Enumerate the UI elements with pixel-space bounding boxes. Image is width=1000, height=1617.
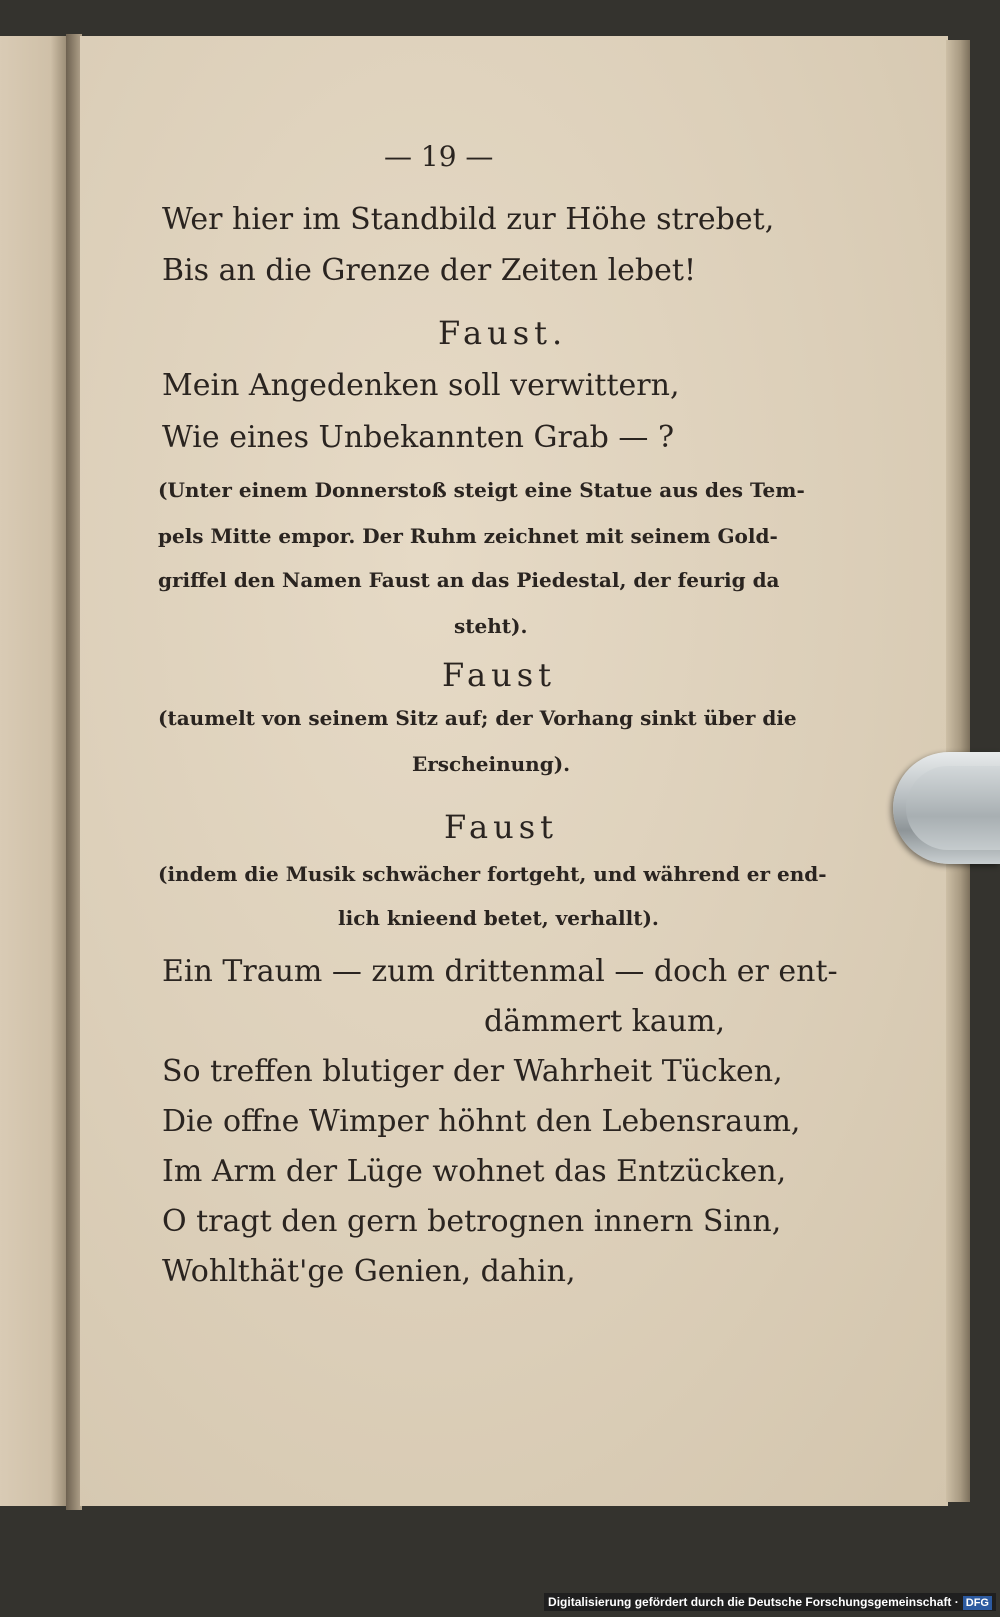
speaker-heading: Faust xyxy=(442,656,556,694)
credit-text: Digitalisierung gefördert durch die Deutsche Forschungsgemeinschaft · xyxy=(548,1595,959,1609)
verse-line: Ein Traum — zum drittenmal — doch er ent- xyxy=(162,954,838,989)
verse-line: Mein Angedenken soll verwittern, xyxy=(162,368,680,403)
speaker-heading: Faust xyxy=(444,808,558,846)
verse-line: Wohlthät'ge Genien, dahin, xyxy=(162,1254,576,1289)
verse-line: Die offne Wimper höhnt den Lebensraum, xyxy=(162,1104,801,1139)
stage-direction-line: (indem die Musik schwächer fortgeht, und während er end- xyxy=(158,862,827,886)
stage-direction-line: (taumelt von seinem Sitz auf; der Vorhang sinkt über die xyxy=(158,706,797,730)
verse-line: Im Arm der Lüge wohnet das Entzücken, xyxy=(162,1154,787,1189)
stage-direction-line: steht). xyxy=(454,614,528,638)
verse-line: Wer hier im Standbild zur Höhe strebet, xyxy=(162,202,775,237)
stage-direction-line: lich knieend betet, verhallt). xyxy=(338,906,659,930)
stage-direction-line: (Unter einem Donnerstoß steigt eine Statue aus des Tem- xyxy=(158,478,805,502)
verse-line: O tragt den gern betrognen innern Sinn, xyxy=(162,1204,782,1239)
dfg-logo: DFG xyxy=(963,1596,992,1610)
stage-direction-line: griffel den Namen Faust an das Piedestal, der feurig da xyxy=(158,568,780,592)
page-number: — 19 — xyxy=(384,140,494,173)
verse-line: So treffen blutiger der Wahrheit Tücken, xyxy=(162,1054,783,1089)
stage-direction-line: pels Mitte empor. Der Ruhm zeichnet mit seinem Gold- xyxy=(158,524,778,548)
speaker-heading: Faust. xyxy=(438,314,568,352)
stage-direction-line: Erscheinung). xyxy=(412,752,571,776)
verse-line: Bis an die Grenze der Zeiten lebet! xyxy=(162,253,696,288)
verse-line: dämmert kaum, xyxy=(484,1004,726,1039)
facing-page-edge xyxy=(0,36,72,1506)
metal-clip-highlight xyxy=(906,766,1000,850)
verse-line: Wie eines Unbekannten Grab — ? xyxy=(162,420,675,455)
digitization-credit xyxy=(544,1593,996,1611)
